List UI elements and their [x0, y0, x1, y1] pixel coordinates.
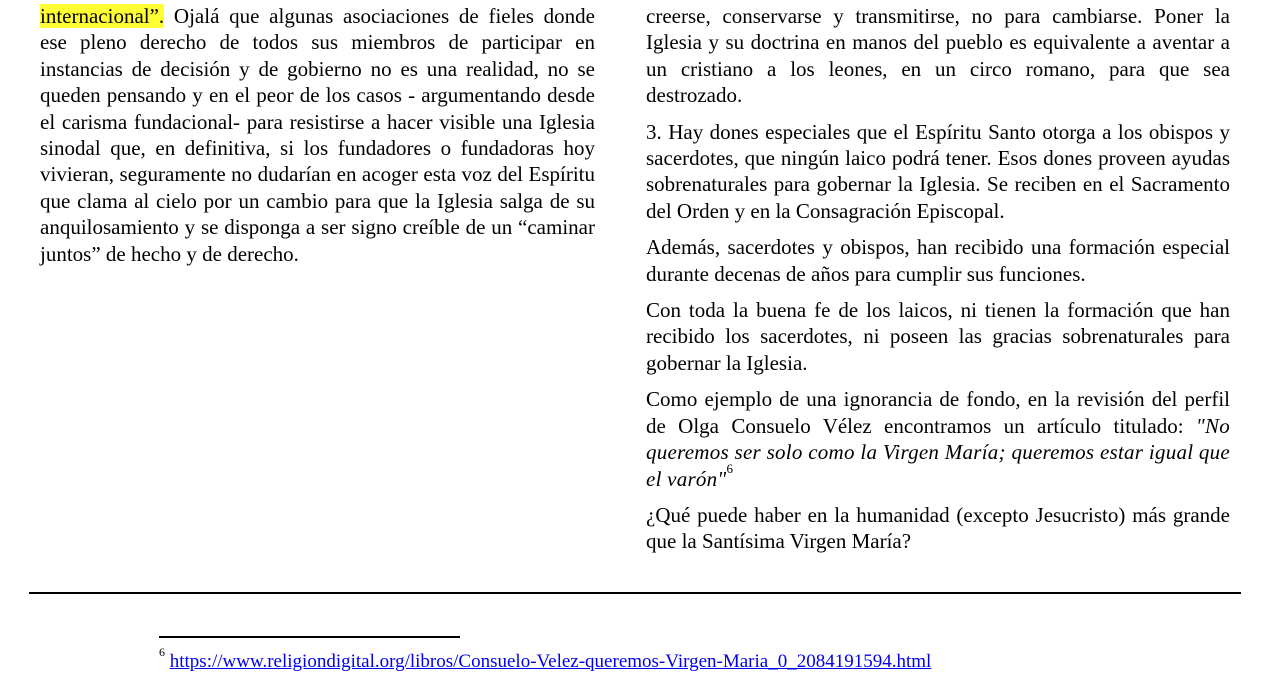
footnote-link[interactable]: https://www.religiondigital.org/libros/Consuelo-Velez-queremos-Virgen-Maria_0_2084191594.html [169, 651, 932, 672]
footnote-reference[interactable]: 6 [726, 460, 733, 476]
highlighted-text: internacional”. [40, 4, 165, 28]
left-paragraph-text: Ojalá que algunas asociaciones de fieles donde ese pleno derecho de todos sus miembros de participar en instancias de decisión y de gobierno no es una realidad, no se queden pensando y en el peor de los casos - argumentando desde el carisma fundacional- para resistirse a hacer visible una Iglesia sinodal que, en definitiva, si los fundadores o fundadoras hoy vivieran, seguramente no dudarían en acoger esta voz del Espíritu que clama al cielo por un cambio para que la Iglesia salga de su anquilosamiento y se disponga a ser signo creíble de un “caminar juntos” de hecho y de derecho. [40, 4, 595, 266]
right-paragraph-1: creerse, conservarse y transmitirse, no para cambiarse. Poner la Iglesia y su doctrina en manos del pueblo es equivalente a aventar a un cristiano a los leones, en un circo romano, para que sea destrozado. [646, 4, 1230, 108]
footnote-separator [159, 636, 460, 638]
right-column [646, 3, 1230, 565]
article-title-quote: "No queremos ser solo como la Virgen María; queremos estar igual que el varón" [646, 413, 1230, 491]
right-paragraph-3: Además, sacerdotes y obispos, han recibido una formación especial durante decenas de años para cumplir sus funciones. [646, 235, 1230, 286]
right-paragraph-example [646, 386, 1230, 492]
example-intro: Como ejemplo de una ignorancia de fondo, en la revisión del perfil de Olga Consuelo Vélez encontramos un artículo titulado: [646, 387, 1230, 438]
right-paragraph-final: ¿Qué puede haber en la humanidad (excepto Jesucristo) más grande que la Santísima Virgen María? [646, 502, 1230, 554]
footnote-number: 6 [159, 645, 165, 659]
left-paragraph [40, 3, 595, 267]
right-paragraph-4: Con toda la buena fe de los laicos, ni tienen la formación que han recibido los sacerdotes, ni poseen las gracias sobrenaturales para gobernar la Iglesia. [646, 298, 1230, 375]
footnote [159, 645, 932, 674]
right-paragraph-2: 3. Hay dones especiales que el Espíritu Santo otorga a los obispos y sacerdotes, que ningún laico podrá tener. Esos dones proveen ayudas sobrenaturales para gobernar la Iglesia. Se reciben en el Sacramento del Orden y en la Consagración Episcopal. [646, 119, 1230, 223]
left-column [40, 3, 595, 277]
page-divider [29, 592, 1241, 594]
